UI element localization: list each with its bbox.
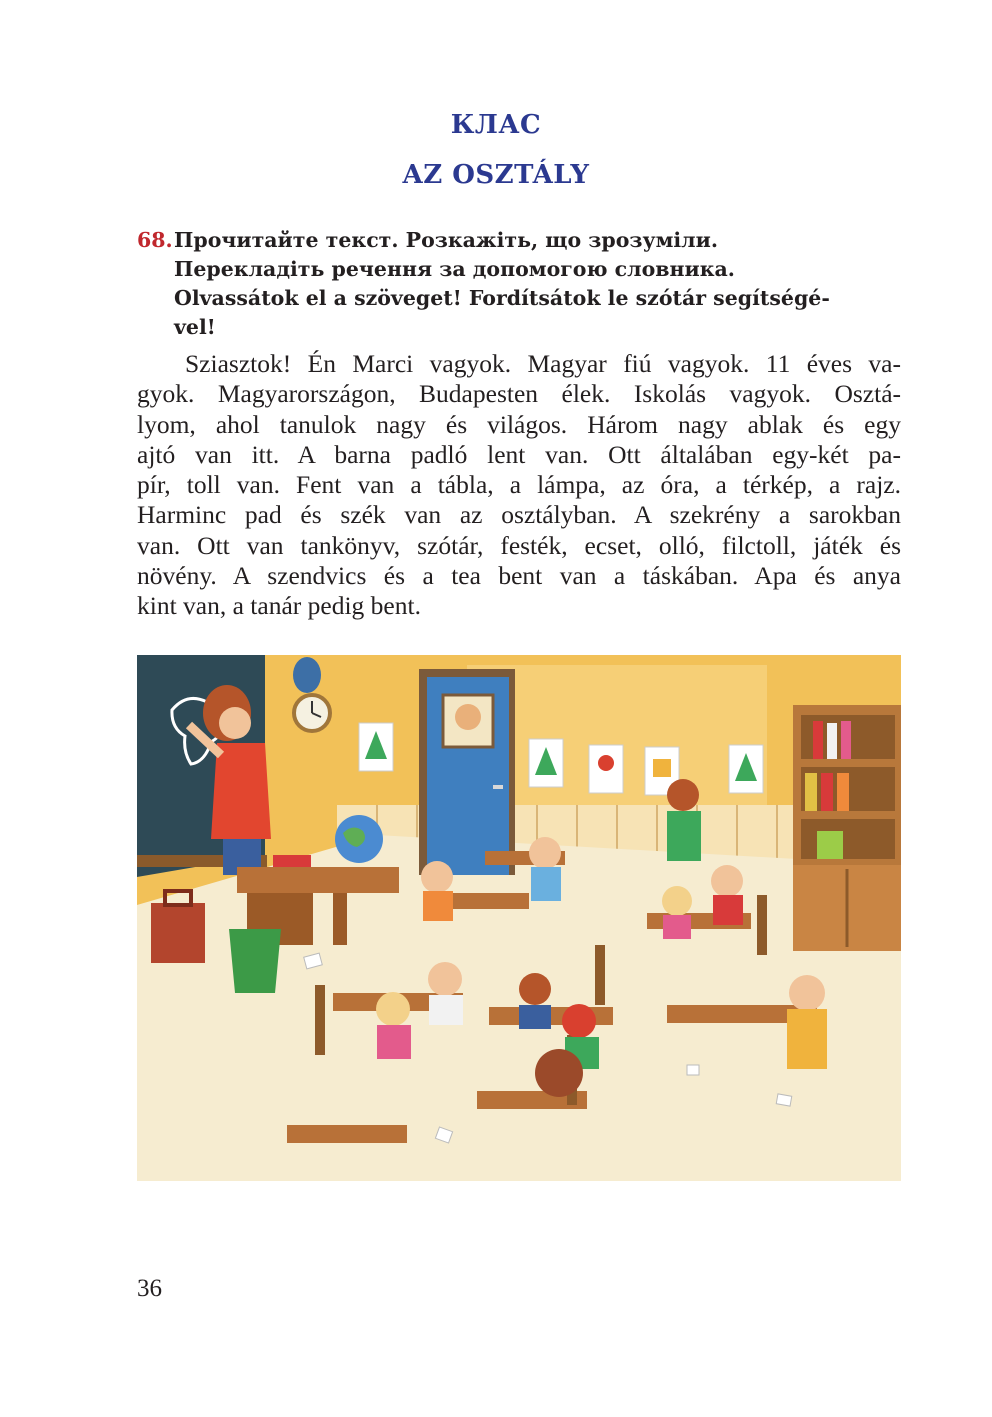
classroom-illustration bbox=[137, 655, 901, 1181]
page-title-hungarian: AZ OSZTÁLY bbox=[402, 160, 590, 190]
page-number: 36 bbox=[137, 1275, 162, 1302]
owl-decoration bbox=[293, 657, 321, 693]
reading-text bbox=[137, 349, 901, 622]
task-line: Перекладіть речення за допомогою словника. bbox=[174, 257, 735, 281]
text-line: Sziasztok! Én Marci vagyok. Magyar fiú vagyok. 11 éves va- bbox=[185, 349, 901, 378]
school-bag bbox=[151, 903, 205, 963]
text-line: kint van, a tanár pedig bent. bbox=[137, 591, 421, 621]
teacher-desk bbox=[237, 867, 399, 893]
page-title-ukrainian: КЛАС bbox=[450, 110, 542, 140]
text-line: van. Ott van tankönyv, szótár, festék, ecset, olló, filctoll, játék és bbox=[137, 530, 901, 560]
text-line: pír, toll van. Fent van a tábla, a lámpa, az óra, a térkép, a rajz. bbox=[137, 470, 901, 500]
task-line: Прочитайте текст. Розкажіть, що зрозуміли. bbox=[174, 228, 718, 252]
text-line: lyom, ahol tanulok nagy és világos. Három nagy ablak és egy bbox=[137, 409, 901, 439]
classroom-drawing bbox=[137, 655, 901, 1181]
text-line: növény. A szendvics és a tea bent van a táskában. Apa és anya bbox=[137, 561, 901, 591]
door-handle bbox=[493, 785, 503, 789]
text-line: gyok. Magyarországon, Budapesten élek. Iskolás vagyok. Osztá- bbox=[137, 379, 901, 409]
task-instructions bbox=[137, 226, 907, 342]
book-on-desk bbox=[273, 855, 311, 867]
text-line: ajtó van itt. A barna padló lent van. Ott általában egy-két pa- bbox=[137, 439, 901, 469]
task-line: vel! bbox=[174, 315, 216, 339]
waste-bin bbox=[229, 929, 281, 993]
text-line: Harminc pad és szék van az osztályban. A szekrény a sarokban bbox=[137, 500, 901, 530]
task-line: Olvassátok el a szöveget! Fordítsátok le szótár segítségé- bbox=[174, 286, 830, 310]
task-number: 68. bbox=[137, 228, 173, 252]
